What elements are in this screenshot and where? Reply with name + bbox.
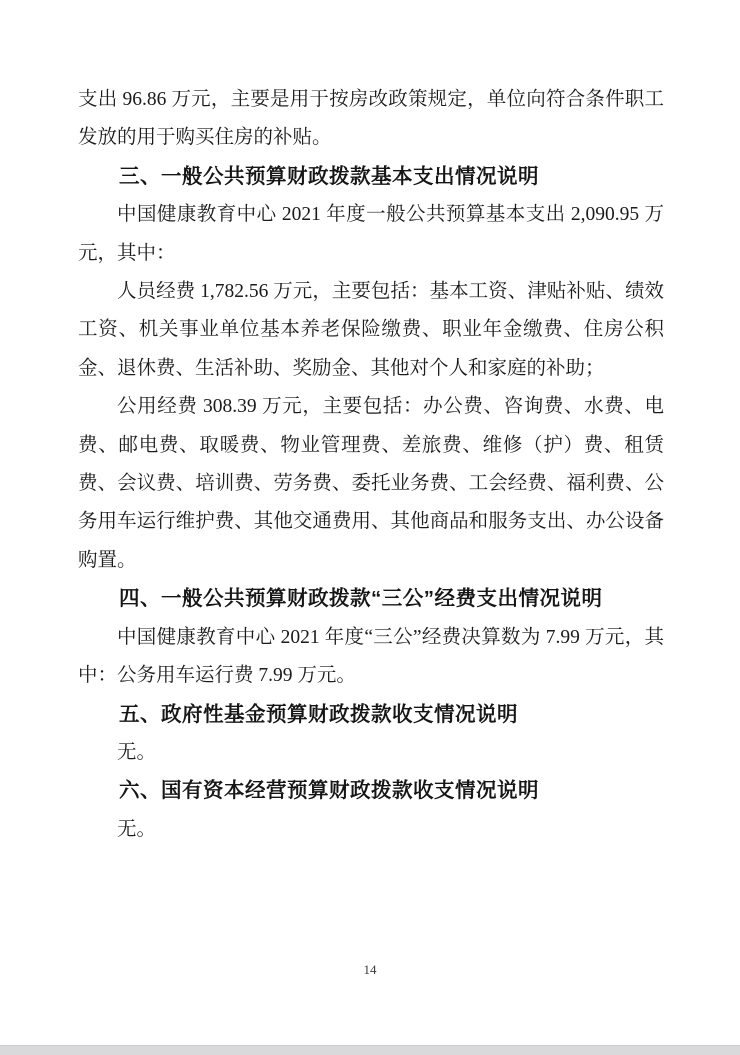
body-paragraph-none-2: 无。 [117, 818, 157, 840]
body-paragraph-none-1: 无。 [117, 741, 157, 763]
section-heading-5: 五、政府性基金预算财政拨款收支情况说明 [119, 702, 518, 726]
body-paragraph-three-public-funds: 中国健康教育中心 2021 年度“三公”经费决算数为 7.99 万元，其中：公务用车运行费 7.99 万元。 [78, 626, 664, 687]
section-heading-4: 四、一般公共预算财政拨款“三公”经费支出情况说明 [119, 587, 603, 611]
section-heading-6: 六、国有资本经营预算财政拨款收支情况说明 [119, 779, 539, 803]
body-paragraph-continuation: 支出 96.86 万元，主要是用于按房改政策规定，单位向符合条件职工发放的用于购买住房的补贴。 [78, 89, 664, 149]
page-number: 14 [363, 962, 377, 977]
section-heading-3: 三、一般公共预算财政拨款基本支出情况说明 [119, 164, 539, 188]
document-body [78, 81, 664, 849]
page-bottom-edge [0, 1045, 740, 1055]
body-paragraph-public-funds: 公用经费 308.39 万元，主要包括：办公费、咨询费、水费、电费、邮电费、取暖费、物业管理费、差旅费、维修（护）费、租赁费、会议费、培训费、劳务费、委托业务费、工会经费、福利费、公务用车运行维护费、其他交通费用、其他商品和服务支出、办公设备购置。 [78, 396, 664, 571]
body-paragraph-personnel-funds: 人员经费 1,782.56 万元，主要包括：基本工资、津贴补贴、绩效工资、机关事业单位基本养老保险缴费、职业年金缴费、住房公积金、退休费、生活补助、奖励金、其他对个人和家庭的补助； [78, 281, 664, 379]
body-paragraph-basic-expenditure-total: 中国健康教育中心 2021 年度一般公共预算基本支出 2,090.95 万元，其中： [78, 204, 664, 264]
